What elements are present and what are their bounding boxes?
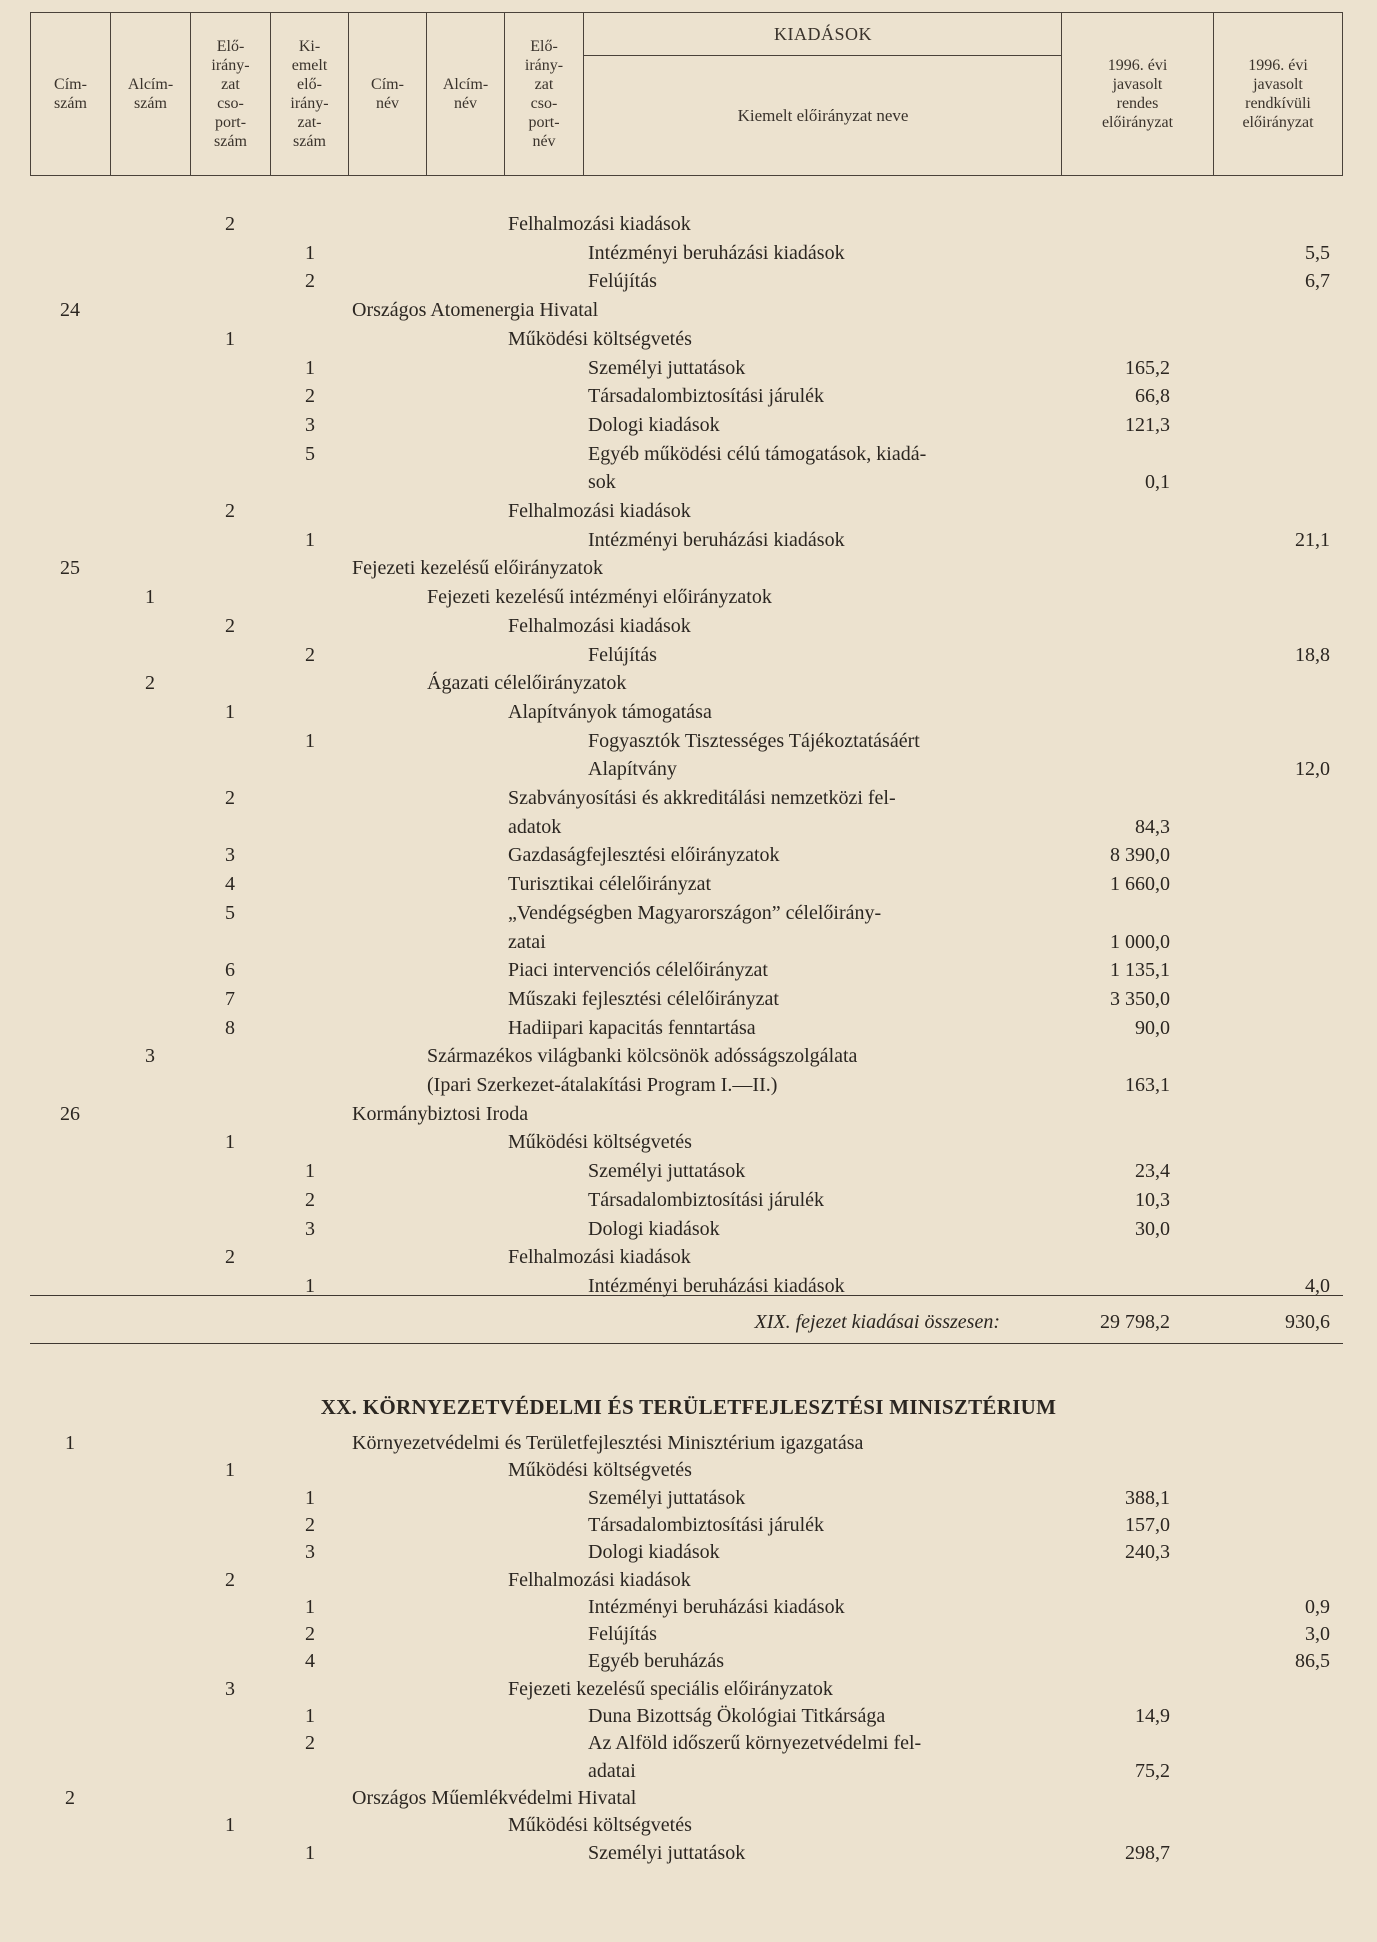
table-row bbox=[0, 929, 1377, 956]
table-row bbox=[0, 297, 1377, 324]
row-name: Felhalmozási kiadások bbox=[508, 1246, 691, 1269]
total-label: XIX. fejezet kiadásai összesen: bbox=[754, 1311, 1000, 1333]
table-row bbox=[0, 785, 1377, 812]
header-kiemelt-nev: Kiemelt előirányzat neve bbox=[737, 106, 909, 125]
row-number: 2 bbox=[225, 1568, 235, 1591]
rendes-value: 240,3 bbox=[1125, 1541, 1170, 1564]
row-name: (Ipari Szerkezet-átalakítási Program I.—II.) bbox=[427, 1074, 778, 1096]
row-number: 1 bbox=[305, 729, 315, 752]
row-number: 6 bbox=[225, 959, 235, 982]
row-name: Turisztikai célelőirányzat bbox=[508, 873, 712, 896]
row-number: 1 bbox=[305, 1160, 315, 1183]
table-row bbox=[0, 1567, 1377, 1594]
rendes-value: 1 660,0 bbox=[1110, 873, 1170, 896]
row-number: 2 bbox=[305, 1188, 315, 1211]
row-number: 2 bbox=[65, 1786, 75, 1809]
table-row bbox=[0, 1758, 1377, 1785]
table-row bbox=[0, 268, 1377, 295]
row-number: 25 bbox=[60, 557, 80, 580]
table-row bbox=[0, 1676, 1377, 1703]
total-top-rule bbox=[30, 1295, 1343, 1296]
rendkivuli-value: 3,0 bbox=[1305, 1623, 1330, 1646]
row-number: 1 bbox=[305, 1705, 315, 1727]
row-name: Dologi kiadások bbox=[588, 1541, 720, 1564]
row-number: 2 bbox=[225, 787, 235, 809]
header-alcim-szam: Alcím- szám bbox=[111, 13, 191, 175]
table-row bbox=[0, 1043, 1377, 1070]
table-header bbox=[30, 12, 1343, 176]
table-row bbox=[0, 670, 1377, 697]
header-cim-szam: Cím- szám bbox=[31, 13, 111, 175]
row-number: 1 bbox=[145, 586, 155, 609]
row-number: 2 bbox=[225, 1246, 235, 1269]
table-row bbox=[0, 1485, 1377, 1512]
header-rendes-eloiranyzat: 1996. évi javasolt rendes előirányzat bbox=[1062, 13, 1214, 175]
table-row bbox=[0, 756, 1377, 783]
row-number: 3 bbox=[145, 1045, 155, 1068]
row-number: 8 bbox=[225, 1016, 235, 1039]
table-row bbox=[0, 1430, 1377, 1457]
row-name: sok bbox=[588, 471, 616, 494]
rendes-value: 8 390,0 bbox=[1110, 844, 1170, 867]
table-row bbox=[0, 1072, 1377, 1099]
row-name: Személyi juttatások bbox=[588, 356, 746, 379]
row-name: Piaci intervenciós célelőirányzat bbox=[508, 959, 768, 982]
row-number: 1 bbox=[305, 1274, 315, 1297]
row-name: Személyi juttatások bbox=[588, 1486, 746, 1509]
row-number: 7 bbox=[225, 987, 235, 1010]
table-row bbox=[0, 412, 1377, 439]
row-name: „Vendégségben Magyarországon” célelőirány- bbox=[508, 901, 882, 924]
rendes-value: 30,0 bbox=[1135, 1217, 1170, 1240]
table-row bbox=[0, 1244, 1377, 1271]
row-number: 3 bbox=[305, 413, 315, 436]
table-row bbox=[0, 642, 1377, 669]
table-row bbox=[0, 355, 1377, 382]
row-name: Duna Bizottság Ökológiai Titkársága bbox=[588, 1705, 886, 1727]
row-number: 1 bbox=[225, 1131, 235, 1154]
rendkivuli-value: 18,8 bbox=[1295, 643, 1330, 666]
row-number: 4 bbox=[305, 1650, 315, 1673]
row-name: Fejezeti kezelésű előirányzatok bbox=[352, 557, 603, 580]
row-number: 2 bbox=[305, 1513, 315, 1536]
row-number: 2 bbox=[225, 614, 235, 637]
rendes-value: 3 350,0 bbox=[1110, 987, 1170, 1010]
header-rendkivuli-eloiranyzat: 1996. évi javasolt rendkívüli előirányzat bbox=[1242, 57, 1314, 131]
row-number: 3 bbox=[305, 1217, 315, 1240]
rendes-value: 1 135,1 bbox=[1110, 959, 1170, 982]
table-row bbox=[0, 1621, 1377, 1648]
table-row bbox=[0, 1187, 1377, 1214]
total-row bbox=[0, 1309, 1377, 1336]
table-row bbox=[0, 814, 1377, 841]
table-row bbox=[0, 441, 1377, 468]
table-row bbox=[0, 1216, 1377, 1243]
table-row bbox=[0, 871, 1377, 898]
header-kiemelt-szam: Ki- emelt elő- irány- zat- szám bbox=[271, 13, 349, 175]
table-row bbox=[0, 1730, 1377, 1757]
row-name: Környezetvédelmi és Területfejlesztési Minisztérium igazgatása bbox=[352, 1432, 864, 1454]
row-name: Társadalombiztosítási járulék bbox=[588, 1188, 825, 1211]
row-number: 1 bbox=[305, 241, 315, 264]
row-name: Felhalmozási kiadások bbox=[508, 1568, 691, 1591]
row-name: Társadalombiztosítási járulék bbox=[588, 385, 825, 408]
rendkivuli-value: 5,5 bbox=[1305, 241, 1330, 264]
table-row bbox=[0, 326, 1377, 353]
row-name: Műszaki fejlesztési célelőirányzat bbox=[508, 987, 779, 1010]
row-name: Társadalombiztosítási járulék bbox=[588, 1513, 825, 1536]
table-row bbox=[0, 555, 1377, 582]
table-row bbox=[0, 469, 1377, 496]
row-number: 1 bbox=[305, 1841, 315, 1864]
total-bottom-rule bbox=[30, 1343, 1343, 1344]
row-number: 4 bbox=[225, 873, 235, 896]
row-name: Fejezeti kezelésű intézményi előirányzatok bbox=[427, 586, 772, 609]
row-number: 3 bbox=[225, 844, 235, 867]
row-name: Szabványosítási és akkreditálási nemzetközi fel- bbox=[508, 787, 896, 809]
table-row bbox=[0, 1101, 1377, 1128]
table-row bbox=[0, 900, 1377, 927]
rendkivuli-value: 6,7 bbox=[1305, 270, 1330, 293]
table-row bbox=[0, 1648, 1377, 1675]
row-name: Alapítvány bbox=[588, 758, 677, 781]
rendes-value: 75,2 bbox=[1135, 1759, 1170, 1782]
row-name: adatai bbox=[588, 1759, 636, 1782]
row-number: 1 bbox=[305, 1486, 315, 1509]
table-row bbox=[0, 211, 1377, 238]
table-row bbox=[0, 699, 1377, 726]
row-name: Országos Atomenergia Hivatal bbox=[352, 299, 599, 322]
row-number: 5 bbox=[225, 901, 235, 924]
row-name: zatai bbox=[508, 930, 546, 953]
row-number: 5 bbox=[305, 442, 315, 465]
row-name: Egyéb beruházás bbox=[588, 1650, 725, 1673]
row-number: 3 bbox=[225, 1677, 235, 1700]
row-number: 24 bbox=[60, 299, 80, 322]
table-row bbox=[0, 1594, 1377, 1621]
total-rendes-value: 29 798,2 bbox=[1100, 1311, 1170, 1333]
row-name: Országos Műemlékvédelmi Hivatal bbox=[352, 1786, 637, 1809]
rendes-value: 23,4 bbox=[1135, 1160, 1170, 1183]
row-name: adatok bbox=[508, 815, 562, 838]
row-name: Hadiipari kapacitás fenntartása bbox=[508, 1016, 756, 1039]
table-row bbox=[0, 383, 1377, 410]
row-number: 2 bbox=[225, 500, 235, 522]
row-name: Működési költségvetés bbox=[508, 1814, 692, 1837]
table-row bbox=[0, 728, 1377, 755]
row-number: 1 bbox=[305, 1595, 315, 1618]
row-name: Fejezeti kezelésű speciális előirányzatok bbox=[508, 1677, 833, 1700]
row-number: 1 bbox=[305, 528, 315, 551]
row-name: Felújítás bbox=[588, 270, 657, 293]
rendes-value: 163,1 bbox=[1125, 1074, 1170, 1096]
row-number: 2 bbox=[145, 672, 155, 695]
table-row bbox=[0, 240, 1377, 267]
table-row bbox=[0, 498, 1377, 525]
row-name: Felújítás bbox=[588, 643, 657, 666]
row-name: Gazdaságfejlesztési előirányzatok bbox=[508, 844, 780, 867]
rendes-value: 10,3 bbox=[1135, 1188, 1170, 1211]
table-row bbox=[0, 1015, 1377, 1042]
rendes-value: 66,8 bbox=[1135, 385, 1170, 408]
row-name: Ágazati célelőirányzatok bbox=[427, 672, 627, 695]
row-name: Intézményi beruházási kiadások bbox=[588, 1274, 845, 1297]
rendkivuli-value: 21,1 bbox=[1295, 528, 1330, 551]
table-row bbox=[0, 1703, 1377, 1730]
row-name: Felhalmozási kiadások bbox=[508, 500, 691, 522]
table-row bbox=[0, 1512, 1377, 1539]
table-row bbox=[0, 1840, 1377, 1867]
table-row bbox=[0, 986, 1377, 1013]
rendkivuli-value: 4,0 bbox=[1305, 1274, 1330, 1297]
rendes-value: 165,2 bbox=[1125, 356, 1170, 379]
header-kiadasok: KIADÁSOK bbox=[584, 13, 1062, 56]
row-number: 1 bbox=[65, 1432, 75, 1454]
row-name: Intézményi beruházási kiadások bbox=[588, 528, 845, 551]
row-name: Felhalmozási kiadások bbox=[508, 614, 691, 637]
row-name: Fogyasztók Tisztességes Tájékoztatásáért bbox=[588, 729, 920, 752]
rendes-value: 90,0 bbox=[1135, 1016, 1170, 1039]
row-number: 1 bbox=[225, 1459, 235, 1482]
row-name: Felújítás bbox=[588, 1623, 657, 1646]
table-row bbox=[0, 527, 1377, 554]
table-row bbox=[0, 1129, 1377, 1156]
table-row bbox=[0, 1457, 1377, 1484]
row-name: Személyi juttatások bbox=[588, 1160, 746, 1183]
row-name: Dologi kiadások bbox=[588, 1217, 720, 1240]
row-name: Kormánybiztosi Iroda bbox=[352, 1102, 529, 1125]
table-row bbox=[0, 1785, 1377, 1812]
row-number: 1 bbox=[305, 356, 315, 379]
row-number: 2 bbox=[305, 1623, 315, 1646]
row-name: Származékos világbanki kölcsönök adósságszolgálata bbox=[427, 1045, 858, 1068]
row-number: 1 bbox=[225, 700, 235, 723]
rendkivuli-value: 86,5 bbox=[1295, 1650, 1330, 1673]
rendes-value: 157,0 bbox=[1125, 1513, 1170, 1536]
row-number: 1 bbox=[225, 1814, 235, 1837]
row-number: 2 bbox=[305, 1732, 315, 1755]
row-name: Működési költségvetés bbox=[508, 1459, 692, 1482]
table-row bbox=[0, 1812, 1377, 1839]
total-rendkivuli-value: 930,6 bbox=[1285, 1311, 1330, 1333]
row-name: Személyi juttatások bbox=[588, 1841, 746, 1864]
header-alcim-nev: Alcím- név bbox=[427, 13, 505, 175]
rendes-value: 84,3 bbox=[1135, 815, 1170, 838]
row-name: Intézményi beruházási kiadások bbox=[588, 1595, 845, 1618]
row-name: Intézményi beruházási kiadások bbox=[588, 241, 845, 264]
row-name: Működési költségvetés bbox=[508, 1131, 692, 1154]
row-number: 2 bbox=[305, 385, 315, 408]
row-name: Dologi kiadások bbox=[588, 413, 720, 436]
rendkivuli-value: 0,9 bbox=[1305, 1595, 1330, 1618]
row-name: Az Alföld időszerű környezetvédelmi fel- bbox=[588, 1732, 922, 1755]
row-number: 3 bbox=[305, 1541, 315, 1564]
rendes-value: 14,9 bbox=[1135, 1705, 1170, 1727]
rendes-value: 298,7 bbox=[1125, 1841, 1170, 1864]
header-cim-nev: Cím- név bbox=[349, 13, 427, 175]
row-number: 2 bbox=[305, 270, 315, 293]
table-row bbox=[0, 613, 1377, 640]
row-name: Egyéb működési célú támogatások, kiadá- bbox=[588, 442, 927, 465]
rendes-value: 121,3 bbox=[1125, 413, 1170, 436]
table-row bbox=[0, 957, 1377, 984]
row-number: 2 bbox=[225, 213, 235, 235]
row-name: Felhalmozási kiadások bbox=[508, 213, 691, 235]
row-name: Működési költségvetés bbox=[508, 327, 692, 350]
table-row bbox=[0, 1539, 1377, 1566]
row-name: Alapítványok támogatása bbox=[508, 700, 712, 723]
table-row bbox=[0, 842, 1377, 869]
rendes-value: 388,1 bbox=[1125, 1486, 1170, 1509]
row-number: 1 bbox=[225, 327, 235, 350]
row-number: 2 bbox=[305, 643, 315, 666]
table-row bbox=[0, 1158, 1377, 1185]
rendes-value: 0,1 bbox=[1145, 471, 1170, 494]
section-title: XX. KÖRNYEZETVÉDELMI ÉS TERÜLETFEJLESZTÉSI MINISZTÉRIUM bbox=[320, 1395, 1057, 1419]
header-eloiranyzat-csoport-szam: Elő- irány- zat cso- port- szám bbox=[191, 13, 271, 175]
row-number: 26 bbox=[60, 1102, 80, 1125]
rendkivuli-value: 12,0 bbox=[1295, 758, 1330, 781]
rendes-value: 1 000,0 bbox=[1110, 930, 1170, 953]
header-eloiranyzat-csoport-nev: Elő- irány- zat cso- port- név bbox=[505, 13, 584, 175]
table-row bbox=[0, 584, 1377, 611]
